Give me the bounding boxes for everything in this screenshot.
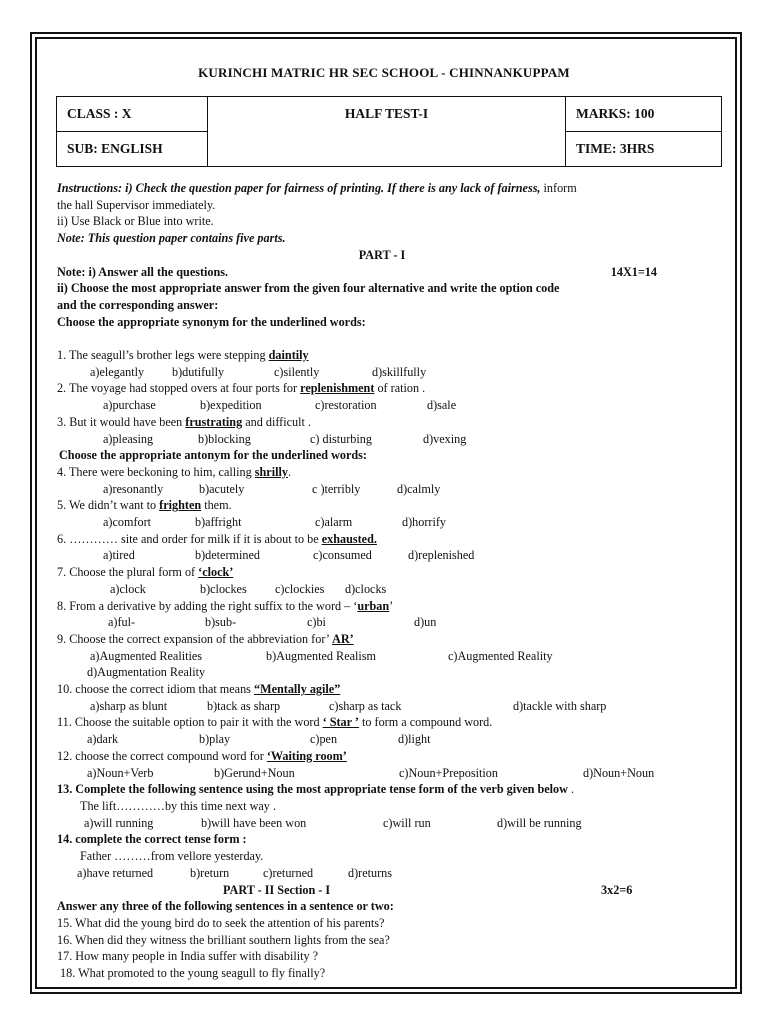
antonym-heading: Choose the appropriate antonym for the underlined words:: [59, 448, 367, 463]
question-3: 3. But it would have been frustrating and difficult .: [57, 414, 311, 429]
instruction-line-3: ii) Use Black or Blue into write.: [57, 214, 214, 229]
class-cell: CLASS : X: [57, 97, 208, 132]
question-10: 10. choose the correct idiom that means “Mentally agile”: [57, 682, 341, 697]
part1-choose-line-2: and the corresponding answer:: [57, 297, 219, 312]
question-4: 4. There were beckoning to him, calling shrilly.: [57, 464, 291, 479]
question-9-options: a)Augmented Realities b)Augmented Realism c)Augmented Reality: [90, 648, 553, 663]
question-paper-body: [57, 180, 707, 982]
question-9-options-cont: d)Augmentation Reality: [87, 665, 206, 680]
question-10-options: a)sharp as blunt b)tack as sharp c)sharp as tack d)tackle with sharp: [90, 698, 607, 713]
question-14-options: a)have returned b)return c)returned d)returns: [77, 865, 392, 880]
marks-cell: MARKS: 100: [566, 97, 722, 132]
question-4-options: a)resonantly b)acutely c )terribly d)calmly: [103, 481, 441, 496]
question-14-sentence: Father ………from vellore yesterday.: [80, 849, 264, 864]
part1-choose-line-1: ii) Choose the most appropriate answer from the given four alternative and write the option code: [57, 281, 560, 296]
part1-note: Note: i) Answer all the questions. 14X1=14: [57, 264, 657, 279]
question-5: 5. We didn’t want to frighten them.: [57, 498, 232, 513]
question-13: 13. Complete the following sentence using the most appropriate tense form of the verb given below .: [57, 782, 575, 797]
instruction-line-2: the hall Supervisor immediately.: [57, 197, 216, 212]
part2-instruction: Answer any three of the following sentences in a sentence or two:: [57, 899, 394, 914]
question-16: 16. When did they witness the brilliant southern lights from the sea?: [57, 932, 390, 947]
question-1-options: a)elegantly b)dutifully c)silently d)skillfully: [90, 364, 427, 379]
school-name: KURINCHI MATRIC HR SEC SCHOOL - CHINNANKUPPAM: [198, 65, 570, 80]
question-13-options: a)will running b)will have been won c)will run d)will be running: [84, 815, 582, 830]
instruction-note: Note: This question paper contains five parts.: [57, 231, 286, 246]
subject-cell: SUB: ENGLISH: [57, 132, 208, 167]
question-15: 15. What did the young bird do to seek the attention of his parents?: [57, 915, 385, 930]
instruction-line-1: Instructions: i) Check the question paper for fairness of printing. If there is any lack of fairness, inform: [57, 181, 577, 195]
question-12: 12. choose the correct compound word for ‘Waiting room’: [57, 748, 347, 763]
question-9: 9. Choose the correct expansion of the abbreviation for’ AR’: [57, 631, 354, 646]
question-6: 6. ………… site and order for milk if it is about to be exhausted.: [57, 531, 377, 546]
question-2-options: a)purchase b)expedition c)restoration d)sale: [103, 398, 457, 413]
question-11: 11. Choose the suitable option to pair it with the word ‘ Star ’ to form a compound word.: [57, 715, 493, 730]
question-8-options: a)ful- b)sub- c)bi d)un: [108, 615, 437, 630]
time-cell: TIME: 3HRS: [566, 132, 722, 167]
question-2: 2. The voyage had stopped overs at four ports for replenishment of ration .: [57, 381, 426, 396]
test-title-cell: HALF TEST-I: [208, 97, 566, 167]
question-7-options: a)clock b)clockes c)clockies d)clocks: [110, 581, 387, 596]
part1-title: PART - I: [358, 247, 406, 262]
question-5-options: a)comfort b)affright c)alarm d)horrify: [103, 515, 446, 530]
synonym-heading: Choose the appropriate synonym for the underlined words:: [57, 314, 366, 329]
question-14: 14. complete the correct tense form :: [57, 832, 247, 847]
blank-line: [57, 330, 707, 347]
exam-header-table: [56, 96, 722, 167]
question-3-options: a)pleasing b)blocking c) disturbing d)vexing: [103, 431, 467, 446]
question-13-sentence: The lift…………by this time next way .: [80, 799, 276, 813]
question-18: 18. What promoted to the young seagull to fly finally?: [57, 966, 326, 981]
question-12-options: a)Noun+Verb b)Gerund+Noun c)Noun+Preposition d)Noun+Noun: [87, 765, 655, 780]
question-17: 17. How many people in India suffer with disability ?: [57, 949, 319, 964]
question-1: 1. The seagull’s brother legs were stepping daintily: [57, 348, 309, 363]
part2-title: PART - II Section - I 3x2=6: [223, 882, 633, 897]
question-8: 8. From a derivative by adding the right suffix to the word – ‘urban’: [57, 598, 394, 613]
question-6-options: a)tired b)determined c)consumed d)replenished: [103, 548, 475, 563]
question-11-options: a)dark b)play c)pen d)light: [87, 732, 431, 747]
question-7: 7. Choose the plural form of ‘clock’: [57, 565, 234, 580]
